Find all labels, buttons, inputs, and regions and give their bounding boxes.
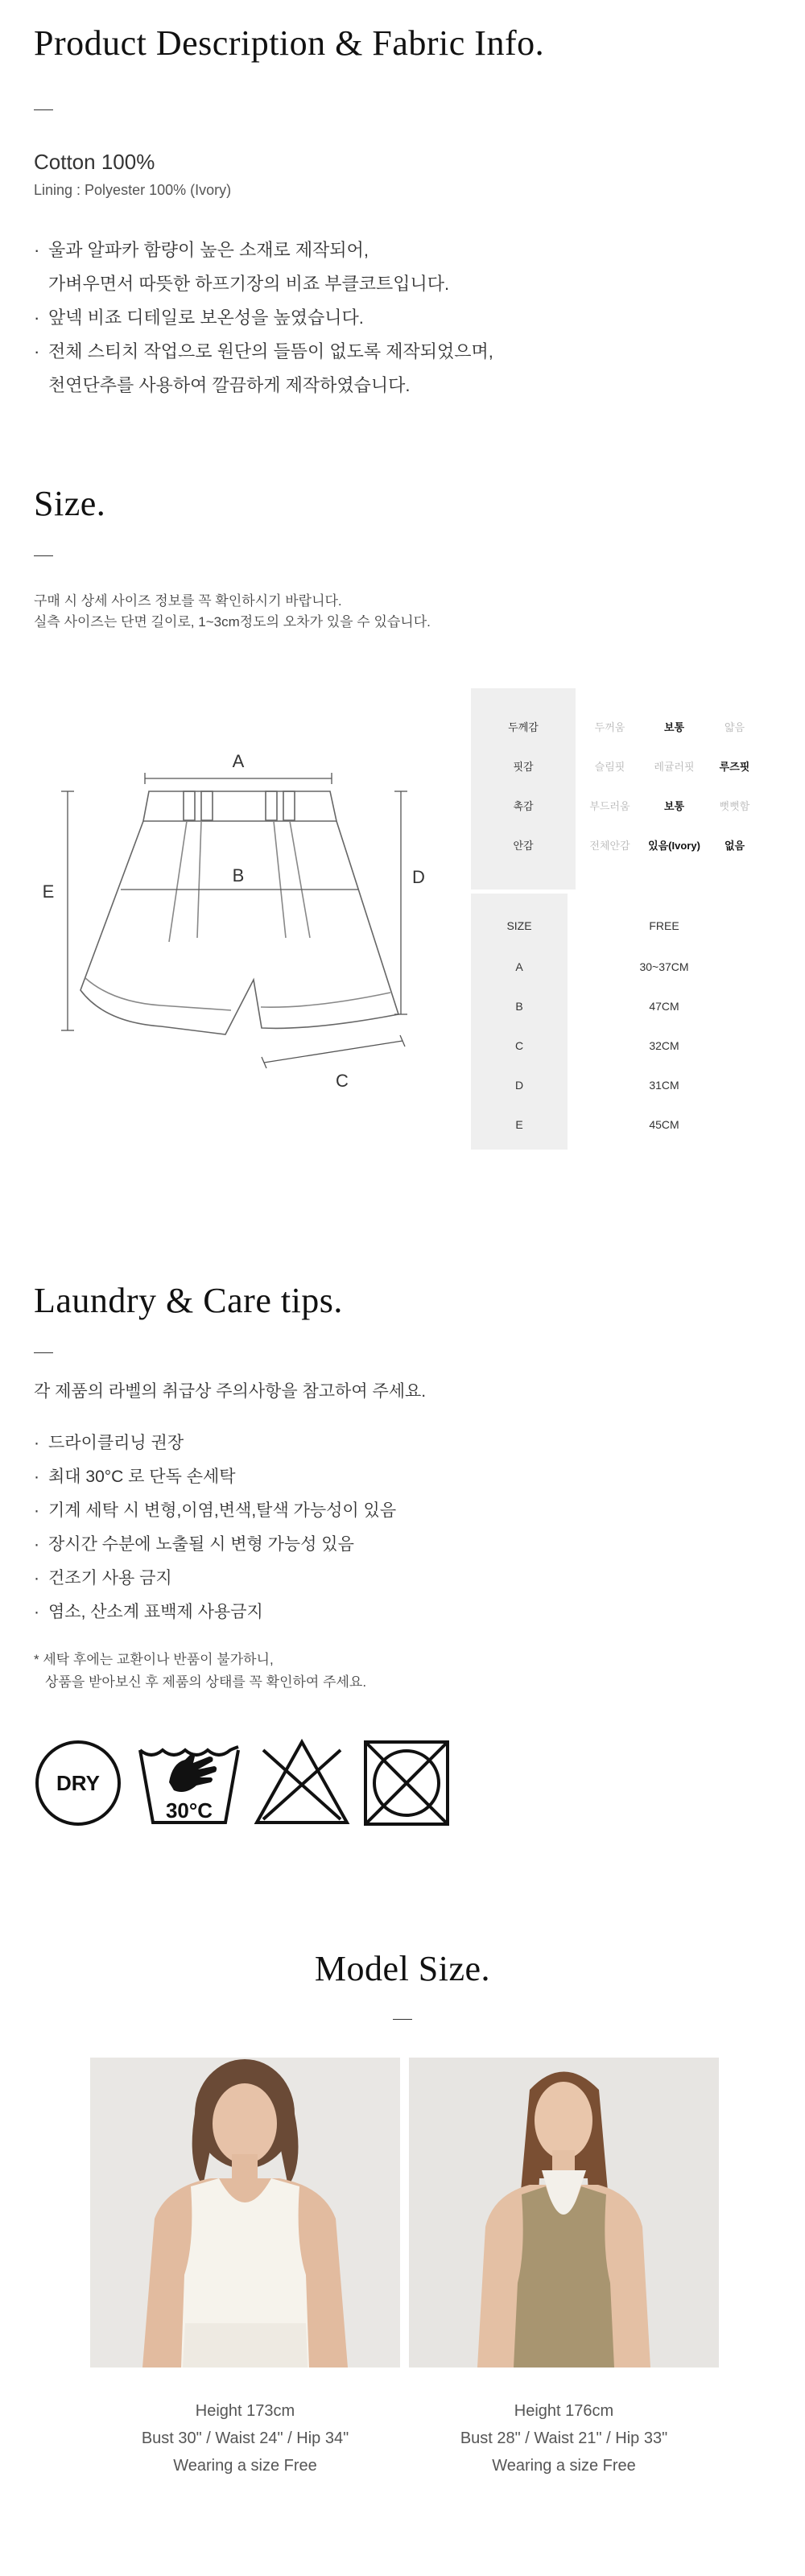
label-e: E — [42, 881, 55, 902]
list-item: · 최대 30°C 로 단독 손세탁 — [34, 1468, 236, 1486]
laundry-warning: * 세탁 후에는 교환이나 반품이 불가하니, 상품을 받아보신 후 제품의 상태를 꼭 확인하여 주세요. — [34, 1652, 367, 1690]
model-2-caption: Height 176cm Bust 28" / Waist 21" / Hip 33" Wearing a size Free — [460, 2402, 668, 2475]
right-hem — [261, 993, 390, 1007]
list-item: · 건조기 사용 금지 — [34, 1569, 172, 1587]
svg-text:DRY: DRY — [56, 1771, 100, 1795]
list-item: · 드라이클리닝 권장 — [34, 1434, 184, 1452]
belt-loop — [201, 791, 213, 820]
do-not-bleach-icon — [254, 1739, 350, 1827]
fabric-composition: Cotton 100% — [34, 150, 155, 174]
left-hem — [85, 978, 231, 1010]
do-not-tumble-dry-icon — [362, 1739, 451, 1827]
lining-composition: Lining : Polyester 100% (Ivory) — [34, 182, 232, 198]
size-divider — [34, 555, 53, 556]
label-c: C — [336, 1071, 349, 1091]
list-item: · 전체 스티치 작업으로 원단의 들뜸이 없도록 제작되었으며, 천연단추를 사용하여 깔끔하게 제작하였습니다. — [34, 341, 493, 395]
shorts-body — [80, 821, 398, 1034]
belt-loop — [266, 791, 277, 820]
list-item: · 장시간 수분에 노출될 시 변형 가능성 있음 — [34, 1535, 354, 1554]
dry-clean-icon — [34, 1739, 122, 1827]
description-bullets — [34, 233, 758, 402]
belt-loop — [184, 791, 195, 820]
belt-loop — [283, 791, 295, 820]
model-photo-1 — [90, 2058, 400, 2368]
title-divider — [34, 109, 53, 110]
model-1-caption: Height 173cm Bust 30" / Waist 24" / Hip 34" Wearing a size Free — [141, 2402, 349, 2475]
model-size-title: Model Size. — [314, 1949, 491, 1988]
model-divider — [393, 2019, 412, 2020]
svg-text:30°C: 30°C — [165, 1798, 213, 1823]
laundry-intro: 각 제품의 라벨의 취급상 주의사항을 참고하여 주세요. — [34, 1382, 427, 1401]
description-title: Product Description & Fabric Info. — [34, 23, 545, 63]
size-title: Size. — [34, 484, 106, 523]
label-a: A — [232, 751, 245, 771]
shorts-measurement-diagram — [32, 737, 451, 1115]
shorts-waistband — [143, 791, 336, 821]
size-notes: 구매 시 상세 사이즈 정보를 꼭 확인하시기 바랍니다. 실측 사이즈는 단면 길이로, 1~3cm정도의 오차가 있을 수 있습니다. — [34, 593, 431, 630]
hand-wash-30-icon — [137, 1739, 242, 1827]
list-item: · 기계 세탁 시 변형,이염,변색,탈색 가능성이 있음 — [34, 1501, 397, 1520]
laundry-title: Laundry & Care tips. — [34, 1281, 343, 1320]
size-header-value: FREE — [649, 919, 679, 932]
label-d: D — [412, 867, 425, 887]
list-item: · 염소, 산소계 표백제 사용금지 — [34, 1603, 263, 1621]
size-header-label: SIZE — [506, 919, 532, 932]
list-item: · 울과 알파카 함량이 높은 소재로 제작되어, 가벼우면서 따뜻한 하프기장의 비죠 부클코트입니다. — [34, 240, 450, 294]
model-photo-2 — [409, 2058, 719, 2368]
fabric-attribute-table: 두께감 두꺼움 보통 얇음 핏감 슬림핏 레귤러핏 루즈핏 촉감 부드러움 보통 뻣뻣함 안감 전체안감 있음(Ivory) 없음 — [508, 721, 750, 852]
laundry-divider — [34, 1352, 53, 1353]
list-item: · 앞넥 비죠 디테일로 보온성을 높였습니다. — [34, 308, 364, 328]
size-measurement-table: SIZE FREE A 30~37CM B 47CM C 32CM D 31CM E 45CM — [471, 894, 761, 1150]
care-tips-list — [34, 1426, 396, 1629]
label-b: B — [232, 865, 245, 886]
